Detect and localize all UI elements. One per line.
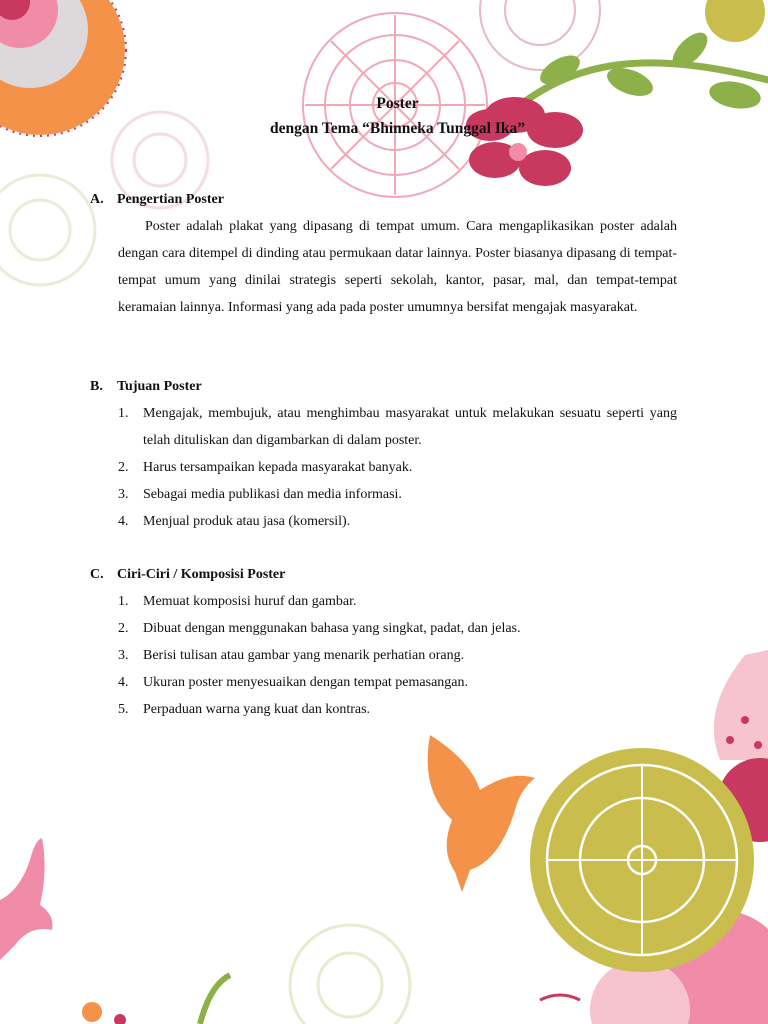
list-number: 2.: [118, 621, 129, 636]
list-number: 4.: [118, 514, 129, 529]
list-text: Memuat komposisi huruf dan gambar.: [143, 594, 357, 609]
list-number: 4.: [118, 675, 129, 690]
list-item: [118, 588, 677, 615]
section-a-heading: [90, 192, 224, 208]
section-c-list: [118, 588, 677, 723]
list-text: Berisi tulisan atau gambar yang menarik perhatian orang.: [143, 648, 465, 663]
section-title: Pengertian Poster: [117, 192, 224, 207]
section-letter: B.: [90, 379, 103, 394]
list-number: 3.: [118, 487, 129, 502]
list-item: [118, 669, 677, 696]
list-item: [118, 454, 677, 481]
list-item: [118, 615, 677, 642]
doc-title: Poster: [376, 95, 419, 112]
list-number: 5.: [118, 702, 129, 717]
list-item: [118, 481, 677, 508]
list-number: 1.: [118, 406, 129, 421]
section-a-paragraph: Poster adalah plakat yang dipasang di tempat umum. Cara mengaplikasikan poster adalah dengan cara ditempel di dinding atau permukaan datar lainnya. Poster biasanya dipasang di tempat-tempat umum yang dinilai strategis seperti sekolah, kantor, pasar, mal, dan tempat-tempat keramaian lainnya. Informasi yang ada pada poster umumnya bersifat mengajak masyarakat.: [118, 219, 677, 315]
doc-subtitle: dengan Tema “Bhinneka Tunggal Ika”: [269, 120, 525, 137]
list-item: [118, 508, 677, 535]
list-number: 1.: [118, 594, 129, 609]
list-text: Sebagai media publikasi dan media informasi.: [143, 487, 402, 502]
list-item: [118, 642, 677, 669]
list-text: Perpaduan warna yang kuat dan kontras.: [143, 702, 371, 717]
section-c-heading: [90, 567, 285, 583]
section-title: Ciri-Ciri / Komposisi Poster: [117, 567, 286, 582]
list-text: Harus tersampaikan kepada masyarakat banyak.: [143, 460, 413, 475]
section-b-list: [118, 400, 677, 535]
list-number: 2.: [118, 460, 129, 475]
list-text: Ukuran poster menyesuaikan dengan tempat pemasangan.: [143, 675, 469, 690]
section-letter: A.: [90, 192, 104, 207]
list-number: 3.: [118, 648, 129, 663]
list-text: Mengajak, membujuk, atau menghimbau masyarakat untuk melakukan sesuatu seperti yang telah dituliskan dan digambarkan di dalam poster.: [143, 406, 677, 448]
section-letter: C.: [90, 567, 104, 582]
list-item: [118, 696, 677, 723]
list-text: Dibuat dengan menggunakan bahasa yang singkat, padat, dan jelas.: [143, 621, 521, 636]
section-title: Tujuan Poster: [117, 379, 202, 394]
section-b-heading: [90, 379, 202, 395]
list-item: [118, 400, 677, 454]
list-text: Menjual produk atau jasa (komersil).: [143, 514, 351, 529]
